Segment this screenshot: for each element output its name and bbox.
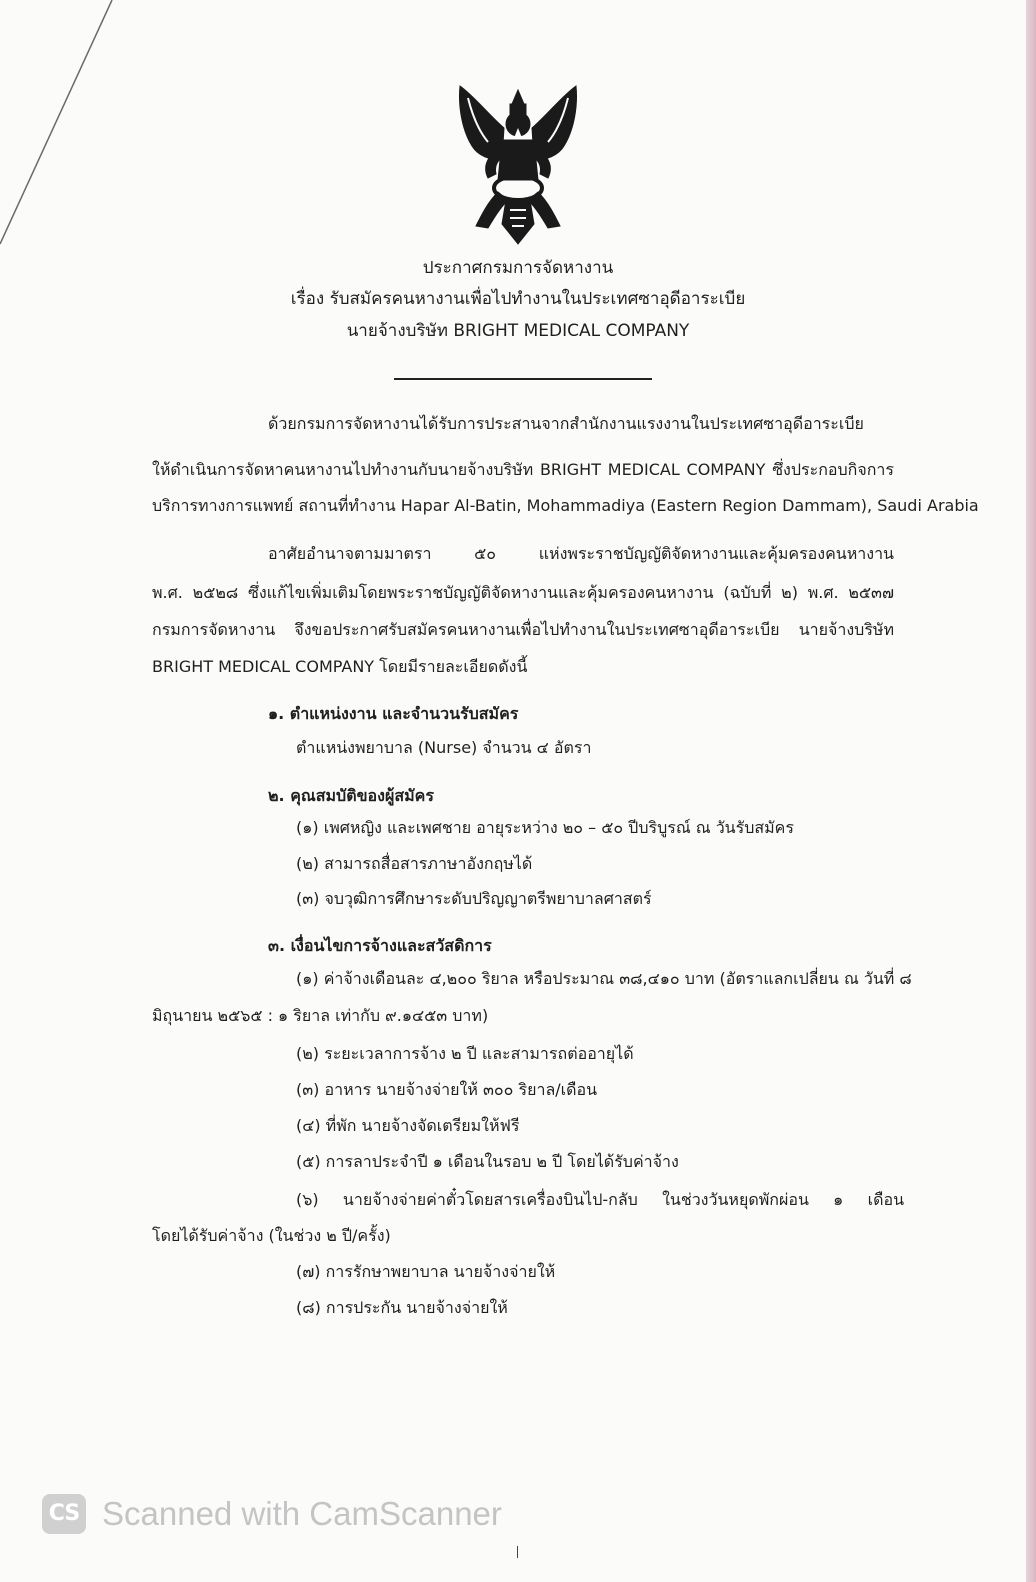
section-title: ๒. คุณสมบัติของผู้สมัคร [268,786,434,805]
paragraph-line: ให้ดำเนินการจัดหาคนหางานไปทำงานกับนายจ้างบริษัท BRIGHT MEDICAL COMPANY ซึ่งประกอบกิจการ [152,460,894,479]
list-item-continuation: โดยได้รับค่าจ้าง (ในช่วง ๒ ปี/ครั้ง) [152,1226,391,1245]
list-item: (๖) นายจ้างจ่ายค่าตั๋วโดยสารเครื่องบินไป-กลับ ในช่วงวันหยุดพักผ่อน ๑ เดือน [296,1190,904,1209]
list-item: (๒) สามารถสื่อสารภาษาอังกฤษได้ [296,854,533,873]
paragraph-line: ด้วยกรมการจัดหางานได้รับการประสานจากสำนักงานแรงงานในประเทศซาอุดีอาระเบีย [268,414,864,433]
section-title: ๓. เงื่อนไขการจ้างและสวัสดิการ [268,936,492,955]
list-item: (๒) ระยะเวลาการจ้าง ๒ ปี และสามารถต่ออายุได้ [296,1044,634,1063]
paragraph-line: BRIGHT MEDICAL COMPANY โดยมีรายละเอียดดังนี้ [152,657,528,676]
list-item: (๘) การประกัน นายจ้างจ่ายให้ [296,1298,508,1317]
garuda-emblem-icon [448,84,588,246]
section-title: ๑. ตำแหน่งงาน และจำนวนรับสมัคร [268,704,519,723]
list-item: (๓) จบวุฒิการศึกษาระดับปริญญาตรีพยาบาลศาสตร์ [296,889,652,908]
heading-divider [394,378,652,380]
list-item-continuation: มิถุนายน ๒๕๖๕ : ๑ ริยาล เท่ากับ ๙.๑๔๕๓ บาท) [152,1006,489,1025]
list-item: (๓) อาหาร นายจ้างจ่ายให้ ๓๐๐ ริยาล/เดือน [296,1080,598,1099]
announcement-employer: นายจ้างบริษัท BRIGHT MEDICAL COMPANY [346,321,690,341]
paragraph-line: พ.ศ. ๒๕๒๘ ซึ่งแก้ไขเพิ่มเติมโดยพระราชบัญญัติจัดหางานและคุ้มครองคนหางาน (ฉบับที่ ๒) พ.ศ. ๒๕๓๗ [152,583,894,602]
page-edge [1026,0,1036,1582]
list-item: (๑) ค่าจ้างเดือนละ ๔,๒๐๐ ริยาล หรือประมาณ ๓๘,๔๑๐ บาท (อัตราแลกเปลี่ยน ณ วันที่ ๘ [296,969,912,988]
list-item: (๗) การรักษาพยาบาล นายจ้างจ่ายให้ [296,1262,556,1281]
list-item: (๔) ที่พัก นายจ้างจัดเตรียมให้ฟรี [296,1116,520,1135]
list-item: (๕) การลาประจำปี ๑ เดือนในรอบ ๒ ปี โดยได้รับค่าจ้าง [296,1152,679,1171]
scan-mark [517,1546,518,1558]
list-item: (๑) เพศหญิง และเพศชาย อายุระหว่าง ๒๐ – ๕๐ ปีบริบูรณ์ ณ วันรับสมัคร [296,818,794,837]
announcement-subject: เรื่อง รับสมัครคนหางานเพื่อไปทำงานในประเทศซาอุดีอาระเบีย [290,289,746,309]
scanner-watermark [42,1492,562,1538]
paragraph-line: บริการทางการแพทย์ สถานที่ทำงาน Hapar Al-Batin, Mohammadiya (Eastern Region Dammam), Saudi Arabia [152,496,979,515]
watermark-text: Scanned with CamScanner [102,1495,502,1532]
camscanner-logo-icon: CS [42,1494,86,1534]
section-body: ตำแหน่งพยาบาล (Nurse) จำนวน ๔ อัตรา [296,738,592,757]
paragraph-line: กรมการจัดหางาน จึงขอประกาศรับสมัครคนหางานเพื่อไปทำงานในประเทศซาอุดีอาระเบีย นายจ้างบริษัท [152,620,894,639]
announcement-title: ประกาศกรมการจัดหางาน [422,258,614,278]
paragraph-line: อาศัยอำนาจตามมาตรา ๕๐ แห่งพระราชบัญญัติจัดหางานและคุ้มครองคนหางาน [268,544,894,563]
